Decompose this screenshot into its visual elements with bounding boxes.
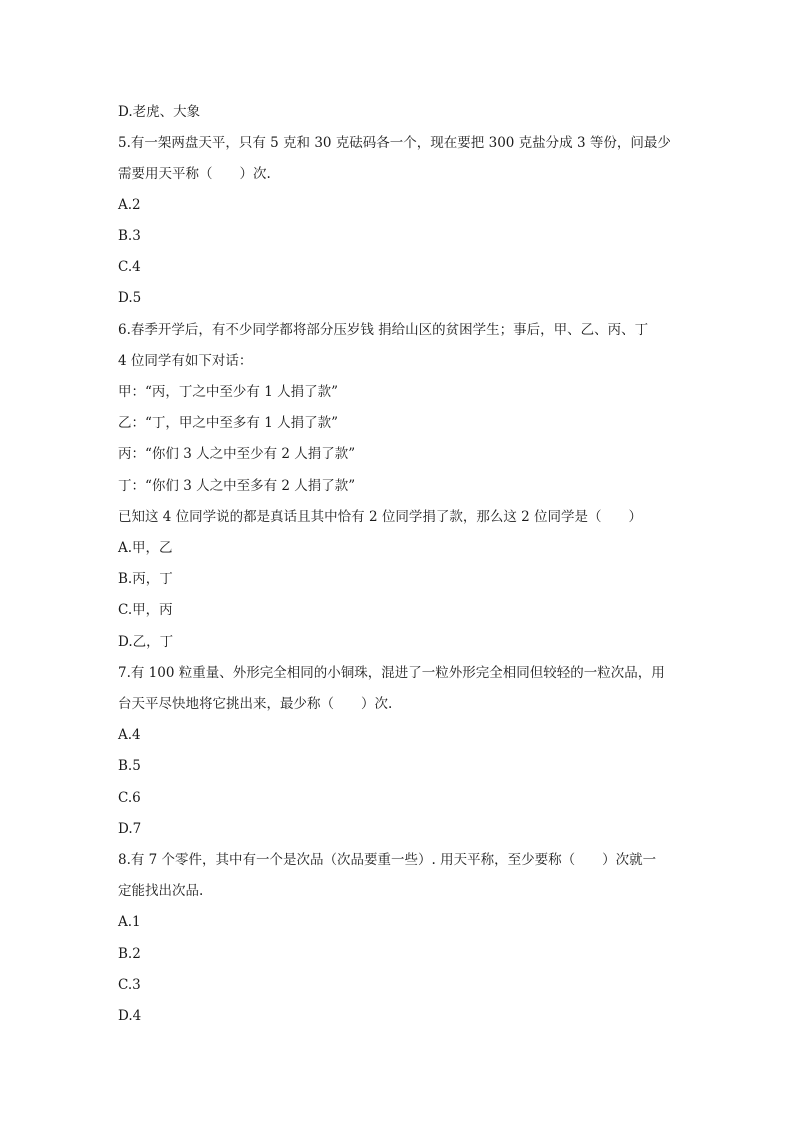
question-8-line-2: 定能找出次品.	[118, 883, 204, 899]
option-b-q5: B.3	[118, 228, 141, 244]
option-c-q7: C.6	[118, 790, 141, 806]
dialogue-ding: 丁：“你们 3 人之中至多有 2 人捐了款”	[118, 478, 356, 494]
question-8-line-1: 8.有 7 个零件，其中有一个是次品（次品要重一些）. 用天平称，至少要称（ ）次就一	[118, 852, 657, 868]
option-d-q8: D.4	[118, 1008, 142, 1024]
option-c-q6: C.甲，丙	[118, 602, 173, 618]
option-c-q5: C.4	[118, 259, 141, 275]
option-b-q7: B.5	[118, 758, 141, 774]
option-a-q6: A.甲，乙	[118, 540, 173, 556]
option-b-q8: B.2	[118, 946, 141, 962]
option-d-q6: D.乙，丁	[118, 634, 174, 650]
option-d-q4: D.老虎、大象	[118, 104, 201, 120]
option-c-q8: C.3	[118, 977, 141, 993]
option-d-q5: D.5	[118, 290, 142, 306]
question-6-line-1: 6.春季开学后，有不少同学都将部分压岁钱 捐给山区的贫困学生；事后，甲、乙、丙、丁	[118, 322, 649, 338]
question-7-line-2: 台天平尽快地将它挑出来，最少称（ ）次.	[118, 696, 393, 712]
dialogue-bing: 丙：“你们 3 人之中至少有 2 人捐了款”	[118, 446, 356, 462]
option-b-q6: B.丙，丁	[118, 571, 173, 587]
option-a-q7: A.4	[118, 727, 141, 743]
dialogue-yi: 乙：“丁，甲之中至多有 1 人捐了款”	[118, 415, 338, 431]
dialogue-jia: 甲：“丙，丁之中至少有 1 人捐了款”	[118, 384, 338, 400]
question-6-line-3: 已知这 4 位同学说的都是真话且其中恰有 2 位同学捐了款，那么这 2 位同学是（ ）	[118, 509, 643, 525]
question-5-line-1: 5.有一架两盘天平，只有 5 克和 30 克砝码各一个，现在要把 300 克盐分成 3 等份，问最少	[118, 135, 671, 151]
question-6-line-2: 4 位同学有如下对话：	[118, 353, 253, 369]
question-7-line-1: 7.有 100 粒重量、外形完全相同的小铜珠，混进了一粒外形完全相同但较轻的一粒次品，用	[118, 665, 665, 681]
question-5-line-2: 需要用天平称（ ）次.	[118, 166, 271, 182]
option-a-q5: A.2	[118, 197, 141, 213]
option-a-q8: A.1	[118, 914, 141, 930]
option-d-q7: D.7	[118, 821, 142, 837]
